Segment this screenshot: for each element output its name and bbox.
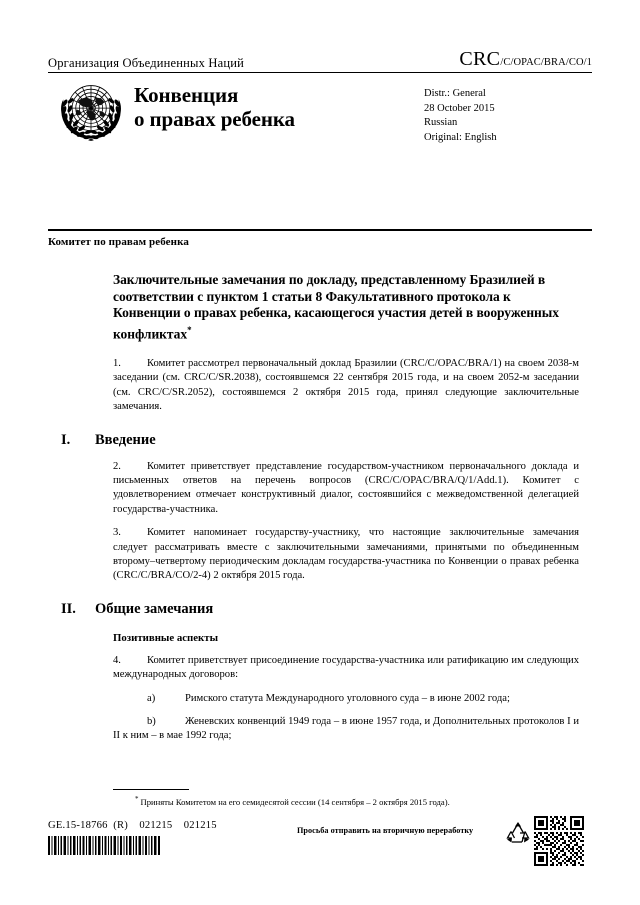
un-emblem: [54, 79, 128, 143]
committee-name: Комитет по правам ребенка: [48, 236, 189, 248]
paragraph-number: 4.: [113, 654, 121, 666]
paragraph-number: 3.: [113, 527, 121, 539]
recycle-notice: Просьба отправить на вторичную переработку: [297, 826, 474, 835]
footnote-marker: *: [135, 795, 139, 803]
list-item: [113, 692, 579, 706]
paragraph: [113, 526, 579, 584]
paragraph-text: Комитет рассмотрел первоначальный доклад Бразилии (CRC/C/OPAC/BRA/1) на своем 2038-м заседании (см. CRC/C/SR.2038), состоявшемся 22 сентября 2015 года, и на своем 2052-м заседании (см. CRC/C/SR.2052), состоявшемся 2 октября 2015 года, принял следующие заключительные замечания.: [113, 357, 579, 413]
list-item-text: Римского статута Международного уголовного суда – в июне 2002 года;: [185, 692, 510, 704]
masthead-body: [48, 79, 592, 145]
distribution-type: Distr.: General: [424, 88, 486, 99]
distribution-original: Original: English: [424, 131, 497, 143]
list-item-letter: a): [147, 692, 156, 704]
document-symbol-suffix: /C/OPAC/BRA/CO/1: [500, 57, 592, 68]
qr-code: [534, 816, 584, 866]
section-heading-i: [61, 431, 579, 449]
paragraph-text: Комитет напоминает государству-участнику, что настоящие заключительные замечания следует рассматривать вместе с заключительными замечаниями, принятыми по объединенным второму–четвертому периодическим докладам государства-участника по Конвенции о правах ребенка (CRC/C/BRA/CO/2-4) 2 октября 2015 года.: [113, 527, 579, 582]
list-item-letter: b): [147, 715, 156, 727]
convention-title-line2: о правах ребенка: [134, 107, 295, 131]
section-numeral: I.: [61, 431, 71, 448]
recycle-icon: [505, 820, 531, 846]
section-heading-ii: [61, 600, 579, 618]
title-footnote-marker: *: [187, 324, 192, 335]
distribution-date: 28 October 2015: [424, 102, 495, 114]
paragraph-text: Комитет приветствует присоединение государства-участника или ратификацию им следующих международных договоров:: [113, 654, 579, 681]
page-title: [113, 272, 579, 343]
distribution-block: [424, 79, 592, 145]
footnote-text: Приняты Комитетом на его семидесятой сессии (14 сентября – 2 октября 2015 года).: [140, 796, 450, 807]
paragraph-number: 2.: [113, 460, 121, 472]
paragraph-text: Комитет приветствует представление государством-участником первоначального доклада и письменных ответов на перечень вопросов (CRC/C/OPAC/BRA/Q/1/Add.1). Комитет с удовлетворением отмечает конструктивный диалог, состоявшийся с межведомственной делегацией государства-участника.: [113, 460, 579, 515]
paragraph-number: 1.: [113, 357, 121, 369]
distribution-language: Russian: [424, 117, 458, 128]
document-symbol: [459, 48, 592, 70]
barcode: [48, 836, 161, 855]
footnote-separator: [113, 789, 189, 790]
masthead-rule: [48, 72, 592, 73]
section-numeral: II.: [61, 600, 76, 617]
section-title: Введение: [95, 431, 156, 448]
paragraph: [113, 654, 579, 683]
subsection-heading: Позитивные аспекты: [113, 631, 219, 644]
document-content: [61, 272, 579, 753]
organization-name: Организация Объединенных Наций: [48, 56, 245, 70]
job-number: GE.15-18766 (R) 021215 021215: [48, 820, 217, 831]
masthead: [48, 48, 592, 145]
document-symbol-main: CRC: [459, 48, 501, 70]
paragraph: [113, 460, 579, 518]
paragraph: [113, 357, 579, 415]
page-title-text: Заключительные замечания по докладу, представленному Бразилией в соответствии с пунктом 1 статьи 8 Факультативного протокола к Конвенции о правах ребенка, касающегося участия детей в вооруженных конфликтах: [113, 272, 559, 342]
masthead-top-row: [48, 48, 592, 70]
section-title: Общие замечания: [95, 600, 214, 617]
convention-title: [134, 79, 295, 131]
committee-rule: [48, 229, 592, 231]
list-item: [113, 715, 579, 744]
list-item-text: Женевских конвенций 1949 года – в июне 1957 года, и Дополнительных протоколов I и II к ним – в мае 1992 года;: [113, 715, 579, 742]
footnote: [135, 793, 595, 808]
convention-title-line1: Конвенция: [134, 83, 239, 107]
